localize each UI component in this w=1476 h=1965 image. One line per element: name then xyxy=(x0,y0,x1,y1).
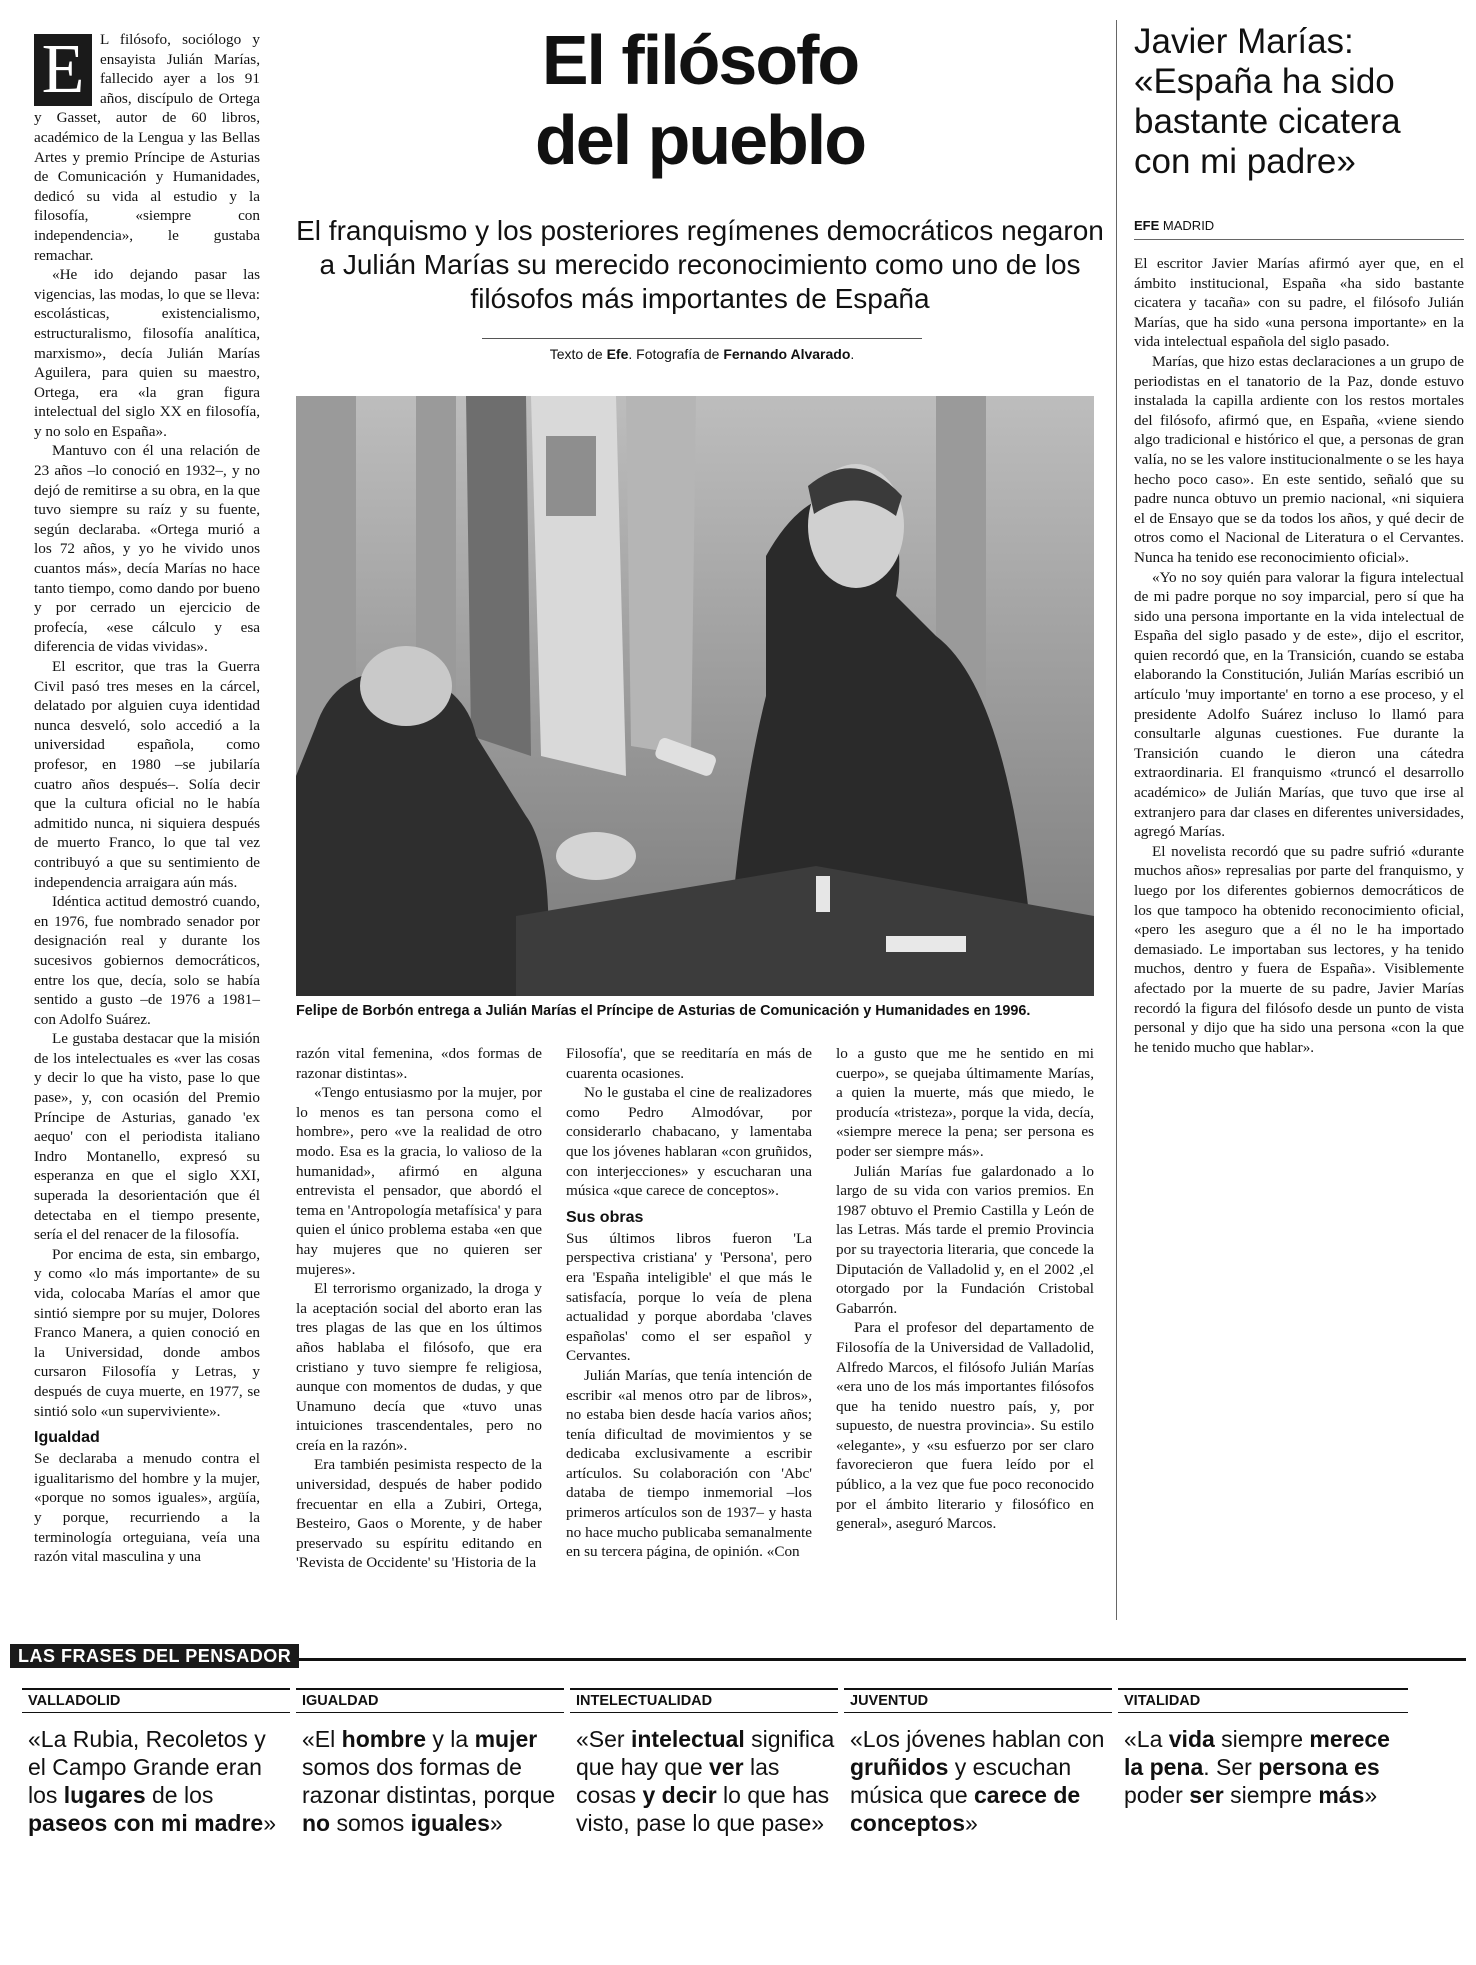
photo-caption: Felipe de Borbón entrega a Julián Marías el Príncipe de Asturias de Comunicación y Humanidades en 1996. xyxy=(296,1003,1031,1019)
frase-text: siempre xyxy=(1214,1726,1310,1752)
frase-box xyxy=(844,1688,1112,1837)
credit-end: . xyxy=(850,346,855,362)
frase-emphasis: ser xyxy=(1189,1782,1224,1808)
frase-tag: VALLADOLID xyxy=(22,1688,290,1713)
frase-text: lo que has visto, pase lo que pase» xyxy=(576,1782,830,1836)
frase-text: las cosas xyxy=(576,1754,780,1808)
frase-emphasis: intelectual xyxy=(630,1726,745,1752)
sidebar-paragraph: Marías, que hizo estas declaraciones a un grupo de periodistas en el tanatorio de la Paz, donde estuvo instalada la capilla ardiente con los restos mortales del filósofo, afirmó que, en España, «viene siendo algo tradicional e histórico el que, a personas de gran valía, no se les valore institucionalmente o se les haya hecho poco caso». En este sentido, señaló que su padre nunca obtuvo un premio nacional, «ni siquiera el de Ensayo que se da todos los años, y qué decir de otros como el Nacional de Literatura o el Cervantes. Nunca ha tenido ese reconocimiento oficial». xyxy=(1134,352,1464,566)
frase-text: poder xyxy=(1124,1782,1190,1808)
article-paragraph: «Tengo entusiasmo por la mujer, por lo menos es tan persona como el hombre», pero «ve la realidad de otro modo. Esa es la gracia, lo valioso de la humanidad», afirmó en alguna entrevista el pensador, que abordó el tema en 'Antropología metafísica' y para quien el único problema estaba «en que hay mujeres que no quieren ser mujeres». xyxy=(296,1084,542,1278)
frase-emphasis: paseos con mi madre xyxy=(28,1810,264,1836)
article-column-3 xyxy=(566,1044,812,1562)
credit-photo-prefix: . Fotografía de xyxy=(628,346,724,362)
article-paragraph: No le gustaba el cine de realizadores como Pedro Almodóvar, por considerarlo chabacano, y lamentaba que los jóvenes hablaran «con gruñidos, con interjecciones» y escucharan una música «que carece de conceptos». xyxy=(566,1084,812,1200)
frase-emphasis: gruñidos xyxy=(850,1754,949,1780)
headline xyxy=(300,20,1100,180)
article-column-4 xyxy=(836,1044,1094,1534)
frase-emphasis: ver xyxy=(709,1754,744,1780)
article-paragraph: Julián Marías fue galardonado a lo largo de su vida con varios premios. En 1987 obtuvo el Premio Castilla y León de las Letras. Más tarde el premio Provincia por su trayectoria literaria, que concede la Diputación de Valladolid y, en el 2002 ,el otorgado por la Fundación Cristobal Gabarrón. xyxy=(836,1162,1094,1317)
sidebar-title: Javier Marías: «España ha sido bastante cicatera con mi padre» xyxy=(1134,22,1401,181)
frase-tag: JUVENTUD xyxy=(844,1688,1112,1713)
article-paragraph: Para el profesor del departamento de Filosofía de la Universidad de Valladolid, Alfredo Marcos, el filósofo Julián Marías «era uno de los más importantes filósofos que ha tenido nuestro país, y, por supuesto, de nuestra provincia». Su estilo «elegante», y «su esfuerzo por ser claro favorecieron que fuera leído por el público, a la vez que fue poco reconocido por el ámbito literario y filosófico en general», aseguró Marcos. xyxy=(836,1319,1094,1533)
article-paragraph: «He ido dejando pasar las vigencias, las modas, lo que se lleva: escolásticas, existencialismo, estructuralismo, filosofía analítica, marxismo», decía Julián Marías Aguilera, para quien su maestro, Ortega, era «la gran figura intelectual del siglo XX en filosofía, y no solo en España». xyxy=(34,266,260,440)
frase-text: «El xyxy=(302,1726,342,1752)
credit-rule xyxy=(482,338,922,339)
article-paragraph: Era también pesimista respecto de la universidad, después de haber podido frecuentar en ella a Zubiri, Ortega, Besteiro, Gaos o Morente, y de haber preservado su espíritu editando en 'Revista de Occidente' su 'Historia de la xyxy=(296,1456,542,1572)
frase-quote xyxy=(570,1713,838,1837)
article-column-2 xyxy=(296,1044,542,1573)
sidebar-paragraph: «Yo no soy quién para valorar la figura intelectual de mi padre porque no soy imparcial, pero sí que ha sido una persona importante en la vida intelectual de España del siglo pasado y de este», dijo el escritor, quien recordó que, en la Transición, cuando se estaba elaborando la Constitución, Julián Marías escribió un artículo 'muy importante' en torno a ese proceso, y el presidente Adolfo Suárez incluso lo llamó para consultarle algunas cuestiones. Fue durante la Transición cuando le dieron una cátedra extraordinaria. El franquismo «truncó el desarrollo académico» de Julián Marías, que tuvo que irse al extranjero para dar clases en diferentes universidades, agregó Marías. xyxy=(1134,568,1464,841)
frase-text: siempre xyxy=(1223,1782,1319,1808)
frase-quote xyxy=(296,1713,564,1837)
article-paragraph: Se declaraba a menudo contra el igualitarismo del hombre y la mujer, «porque no somos iguales», argüía, y porque, recurriendo a la terminología orteguiana, veía una razón vital masculina y una xyxy=(34,1450,260,1566)
subhead-sus-obras: Sus obras xyxy=(566,1208,644,1226)
frase-emphasis: más xyxy=(1318,1782,1365,1808)
frase-text: y escuchan música que xyxy=(850,1754,1072,1808)
article-paragraph: El terrorismo organizado, la droga y la aceptación social del aborto eran las tres plagas de las que en los últimos años hablaba el filósofo, que era cristiano y tuvo siempre fe religiosa, aunque con momentos de dudas, y que Unamuno decía que «tuvo unas intuiciones trascendentales, pero no creía en la razón». xyxy=(296,1280,542,1454)
byline-place: MADRID xyxy=(1162,218,1215,233)
article-paragraph: Idéntica actitud demostró cuando, en 1976, fue nombrado senador por designación real y durante los sucesivos gobiernos democráticos, entre los que, decía, solo se había sentido a gusto –de 1976 a 1981– con Adolfo Suárez. xyxy=(34,893,260,1028)
drop-cap: E xyxy=(34,34,92,106)
sidebar-paragraph: El escritor Javier Marías afirmó ayer que, en el ámbito institucional, España «ha sido bastante cicatera y tacaña» con su padre, el filósofo Julián Marías, que ha sido «una persona importante» en la vida intelectual española del siglo pasado. xyxy=(1134,255,1464,351)
sidebar-divider xyxy=(1116,20,1117,1620)
headline-line-1: El filósofo xyxy=(541,21,859,99)
frase-emphasis: mujer xyxy=(474,1726,538,1752)
frase-quote xyxy=(1118,1713,1408,1809)
article-paragraph: Le gustaba destacar que la misión de los intelectuales es «ver las cosas y decir lo que ha visto, pase lo que pase», y, con ocasión del Premio Príncipe de Asturias, ganado 'ex aequo' con el periodista italiano Indro Montanello, expresó su esperanza en que el siglo XXI, superada la desorientación que él detectaba en el tiempo presente, sería el del renacer de la filosofía. xyxy=(34,1030,260,1244)
frase-text: «Ser xyxy=(576,1726,631,1752)
article-paragraph: razón vital femenina, «dos formas de razonar distintas». xyxy=(296,1045,542,1082)
frase-box xyxy=(296,1688,564,1837)
article-paragraph: Filosofía', que se reeditaría en más de cuarenta ocasiones. xyxy=(566,1045,812,1082)
deck: El franquismo y los posteriores regímenes democráticos negaron a Julián Marías su merecido reconocimiento como uno de los filósofos más importantes de España xyxy=(296,215,1104,314)
frase-text: » xyxy=(965,1810,978,1836)
frase-emphasis: iguales xyxy=(410,1810,490,1836)
frases-label: LAS FRASES DEL PENSADOR xyxy=(10,1644,299,1668)
frase-quote xyxy=(22,1713,290,1837)
photo-illustration xyxy=(296,396,1094,996)
frase-text: somos xyxy=(330,1810,411,1836)
frase-emphasis: carece de conceptos xyxy=(850,1782,1081,1836)
byline-agency: EFE xyxy=(1134,218,1160,233)
frase-emphasis: persona es xyxy=(1258,1754,1380,1780)
frase-text: «Los jóvenes hablan con xyxy=(850,1726,1105,1752)
frase-text: . Ser xyxy=(1203,1754,1259,1780)
credit-agency: Efe xyxy=(606,346,629,362)
credit-photographer: Fernando Alvarado xyxy=(723,346,851,362)
frase-quote xyxy=(844,1713,1112,1837)
article-column-1 xyxy=(34,30,260,1567)
credit-line xyxy=(482,346,922,362)
frase-text: y la xyxy=(425,1726,475,1752)
frase-tag: VITALIDAD xyxy=(1118,1688,1408,1713)
sidebar-byline xyxy=(1134,218,1464,240)
credit-prefix: Texto de xyxy=(549,346,607,362)
article-paragraph: Mantuvo con él una relación de 23 años –lo conoció en 1932–, y no dejó de remitirse a su obra, en la que tuvo siempre su raíz y su fuente, según declaraba. «Ortega murió a los 72 años, y yo he vivido unos cuantos más», decía Marías no hace tanto tiempo, como dando por bueno y por cerrado un ejercicio de profecía, «ese cálculo y esa diferencia de vidas vividas». xyxy=(34,442,260,656)
frase-tag: IGUALDAD xyxy=(296,1688,564,1713)
frase-emphasis: vida xyxy=(1168,1726,1215,1752)
frase-emphasis: y decir xyxy=(642,1782,717,1808)
frase-tag: INTELECTUALIDAD xyxy=(570,1688,838,1713)
article-paragraph: Julián Marías, que tenía intención de escribir «al menos otro par de libros», no estaba bien desde hacía varios años; tenía dificultad de movimientos y se dedicaba exclusivamente a escribir artículos. Su colaboración con 'Abc' databa de tiempo inmemorial –los primeros artículos son de 1937– y hasta no hace mucho publicaba semanalmente en su tercera página, de opinión. «Con xyxy=(566,1366,812,1561)
frase-text: » xyxy=(1364,1782,1378,1808)
subhead-igualdad: Igualdad xyxy=(34,1429,100,1447)
article-paragraph: Sus últimos libros fueron 'La perspectiva cristiana' y 'Persona', pero era 'España inteligible' el que más le satisfacía, porque lo veía de plena actualidad y porque abordaba 'claves españolas' como el ser español y Cervantes. xyxy=(566,1229,812,1365)
frase-text: » xyxy=(263,1810,276,1836)
frase-emphasis: merece la pena xyxy=(1124,1726,1390,1780)
frase-text: significa que hay que xyxy=(576,1726,835,1780)
frase-text: somos dos formas de razonar distintas, porque xyxy=(302,1754,556,1808)
article-paragraph: Por encima de esta, sin embargo, y como «lo más importante» de su vida, colocaba Marías el amor que sintió siempre por su mujer, Dolores Franco Manera, a quien conoció en la Universidad, donde ambos cursaron Filosofía y Letras, y después de cuya muerte, en 1977, se sintió solo «un superviviente». xyxy=(34,1245,260,1420)
frase-box xyxy=(22,1688,290,1837)
frase-text: de los xyxy=(145,1782,214,1808)
frase-emphasis: no xyxy=(302,1810,331,1836)
frase-text: » xyxy=(489,1810,503,1836)
frase-text: «La xyxy=(1124,1726,1169,1752)
frase-emphasis: lugares xyxy=(63,1782,146,1808)
article-photo xyxy=(296,396,1094,996)
article-paragraph: lo a gusto que me he sentido en mi cuerpo», se quejaba últimamente Marías, a quien la muerte, más que miedo, le producía «tristeza», porque la vida, decía, «siempre merece la pena; ser persona es poder ser siempre más». xyxy=(836,1045,1094,1160)
headline-line-2: del pueblo xyxy=(535,101,865,179)
article-paragraph: El escritor, que tras la Guerra Civil pasó tres meses en la cárcel, delatado por alguien cuya identidad nunca desveló, solo accedió a la universidad española, como profesor, en 1980 –se jubilaría cuatro años después–. Solía decir que la cultura oficial no le había admitido nunca, ni siquiera después de muerto Franco, lo que tal vez contribuyó a que su sentimiento de independencia arraigara aún más. xyxy=(34,658,260,891)
frase-text: «La Rubia, Recoletos y el Campo Grande eran los xyxy=(28,1726,266,1808)
article-paragraph: L filósofo, sociólogo y ensayista Julián Marías, fallecido ayer a los 91 años, discípulo de Ortega y Gasset, autor de 60 libros, académico de la Lengua y las Bellas Artes y premio Príncipe de Asturias de Comunicación y Humanidades, dedicó su vida al estudio y la filosofía, «siempre con independencia», le gustaba remachar. xyxy=(34,31,260,264)
sidebar-body xyxy=(1134,254,1464,1057)
frase-box xyxy=(1118,1688,1408,1809)
frase-box xyxy=(570,1688,838,1837)
sidebar-paragraph: El novelista recordó que su padre sufrió «durante muchos años» represalias por parte del franquismo, y luego por los diferentes gobiernos democráticos de los que tampoco ha obtenido reconocimiento oficial, «pero les aseguro que a él no le ha importado demasiado. Le importaban sus lectores, y ha tenido muchos, dentro y fuera de España». Visiblemente afectado por la muerte de su padre, Javier Marías recordó la figura del filósofo desde un punto de vista personal y dijo que ha sido una persona «con la que he tenido mucho que hablar». xyxy=(1134,842,1464,1056)
frase-emphasis: hombre xyxy=(341,1726,426,1752)
